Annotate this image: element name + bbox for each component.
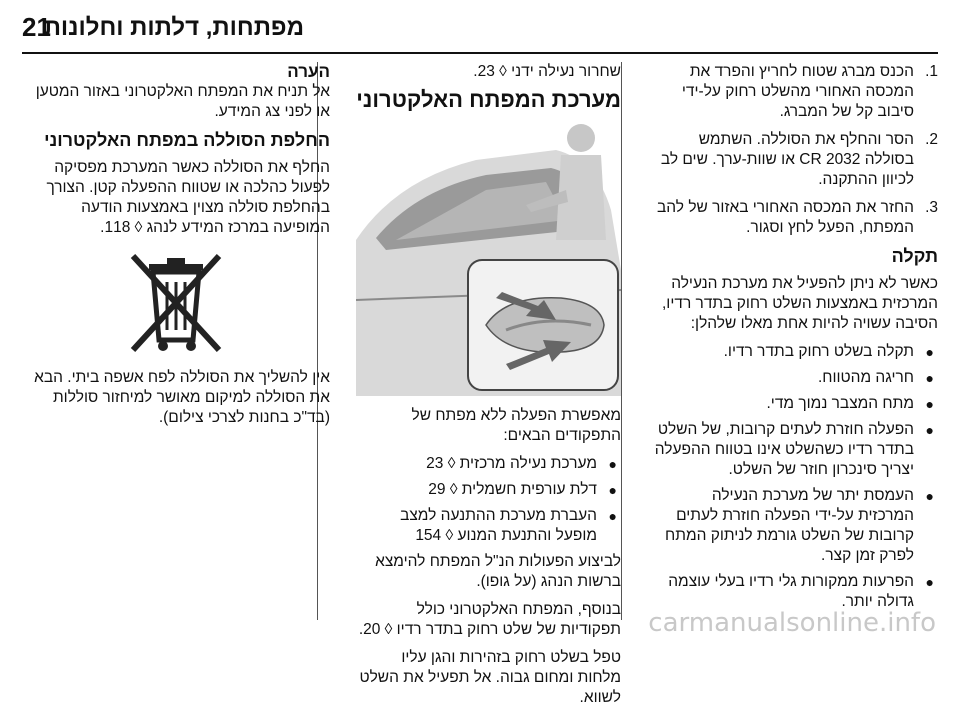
list-item	[652, 342, 938, 362]
fault-intro: כאשר לא ניתן להפעיל את מערכת הנעילה המרכזית באמצעות השלט רחוק בתדר רדיו, הסיבה עשויה להיות אחת מאלו שלהלן:	[662, 275, 938, 332]
electronic-key-intro: מאפשרת הפעלה ללא מפתח של התפקודים הבאים:	[411, 407, 621, 444]
column-battery-steps	[652, 62, 938, 618]
list-item-text: העברת מערכת ההתנעה למצב מופעל והתנעת המנוע ◊ 154	[400, 507, 597, 544]
bullet-icon: ●	[608, 482, 617, 498]
list-item-text: מערכת נעילה מרכזית ◊ 23	[426, 455, 597, 472]
list-item	[356, 506, 621, 546]
disposal-text: אין להשליך את הסוללה לפח אשפה ביתי. הבא את הסוללה למיקום מאושר למיחזור סוללות (בד"כ בחנות לצרכי צילום).	[34, 369, 330, 426]
care-text: טפל בשלט רחוק בזהירות והגן עליו מלחות ומחום גבוה. אל תפעיל את השלט לשווא.	[359, 649, 621, 706]
bullet-icon: ●	[925, 396, 934, 412]
list-item-text: העמסת יתר של מערכת הנעילה המרכזית על-ידי הפעלה חוזרת לעתים קרובות של השלט גורמת לניתוק המתח לפרק זמן קצר.	[665, 487, 914, 564]
list-item	[652, 486, 938, 566]
bullet-icon: ●	[925, 370, 934, 386]
bullet-icon: ●	[925, 344, 934, 360]
list-item	[652, 394, 938, 414]
list-item-text: חריגה מהטווח.	[817, 369, 914, 386]
car-door-handle-illustration	[356, 120, 621, 396]
battery-steps-list	[652, 62, 938, 238]
list-item-text: הפעלה חוזרת לעתים קרובות, של השלט בתדר רדיו כשהשלט אינו בטווח ההפעלה יצריך סינכרון חוזר של השלט.	[654, 421, 914, 478]
list-item-text: הפרעות ממקורות גלי רדיו בעלי עוצמה גדולה יותר.	[668, 573, 914, 610]
column-divider	[621, 62, 622, 620]
section-title: מפתחות, דלתות וחלונות	[43, 14, 304, 41]
list-item	[652, 368, 938, 388]
note-text: אל תניח את המפתח האלקטרוני באזור המטען או לפני צג המידע.	[35, 83, 330, 120]
battery-replacement-heading: החלפת הסוללה במפתח האלקטרוני	[44, 130, 330, 150]
fault-list	[652, 342, 938, 612]
step-text: הכנס מברג שטוח לחריץ והפרד את המכסה האחורי מהשלט רחוק על-ידי סיבוב קל של המברג.	[681, 63, 914, 120]
step-text: הסר והחלף את הסוללה. השתמש בסוללה CR 2032 או שוות-ערך. שים לב לכיוון ההתקנה.	[660, 131, 914, 188]
fault-heading: תקלה	[891, 246, 938, 266]
note-heading: הערה	[287, 62, 330, 81]
step-item	[652, 130, 938, 190]
list-item	[652, 572, 938, 612]
bullet-icon: ●	[925, 574, 934, 590]
list-item	[652, 420, 938, 480]
remote-function-text: בנוסף, המפתח האלקטרוני כולל תפקודיות של שלט רחוק בתדר רדיו ◊ 20.	[358, 601, 621, 638]
bullet-icon: ●	[925, 488, 934, 504]
bullet-icon: ●	[608, 508, 617, 524]
battery-replacement-text: החלף את הסוללה כאשר המערכת מפסיקה לפעול כהלכה או שטווח ההפעלה קטן. הצורך בהחלפת סוללה מצוין באמצעות הודעה המופיעה במרכז המידע לנהג ◊ 118.	[46, 159, 330, 236]
key-possession-text: לביצוע הפעולות הנ"ל המפתח להימצא ברשות הנהג (על גופו).	[375, 553, 621, 590]
crossed-bin-icon	[121, 250, 231, 356]
list-item-text: מתח המצבר נמוך מדי.	[766, 395, 914, 412]
bullet-icon: ●	[925, 422, 934, 438]
list-item-text: תקלה בשלט רחוק בתדר רדיו.	[723, 343, 914, 360]
list-item	[356, 454, 621, 474]
manual-unlock-reference: שחרור נעילה ידני ◊ 23.	[473, 63, 621, 80]
header-rule	[22, 52, 938, 54]
step-number: 3.	[925, 199, 938, 216]
step-item	[652, 62, 938, 122]
list-item-text: דלת עורפית חשמלית ◊ 29	[428, 481, 597, 498]
list-item	[356, 480, 621, 500]
page-number: 21	[22, 12, 51, 42]
step-text: החזר את המכסה האחורי באזור של להב המפתח, הפעל לחץ וסגור.	[657, 199, 914, 236]
step-number: 2.	[925, 131, 938, 148]
step-number: 1.	[925, 63, 938, 80]
column-battery-replacement	[22, 62, 330, 436]
column-electronic-key	[356, 62, 621, 716]
step-item	[652, 198, 938, 238]
electronic-key-features	[356, 454, 621, 546]
electronic-key-heading: מערכת המפתח האלקטרוני	[356, 87, 621, 112]
page-header	[0, 0, 960, 52]
bullet-icon: ●	[608, 456, 617, 472]
watermark: carmanualsonline.info	[648, 608, 936, 638]
